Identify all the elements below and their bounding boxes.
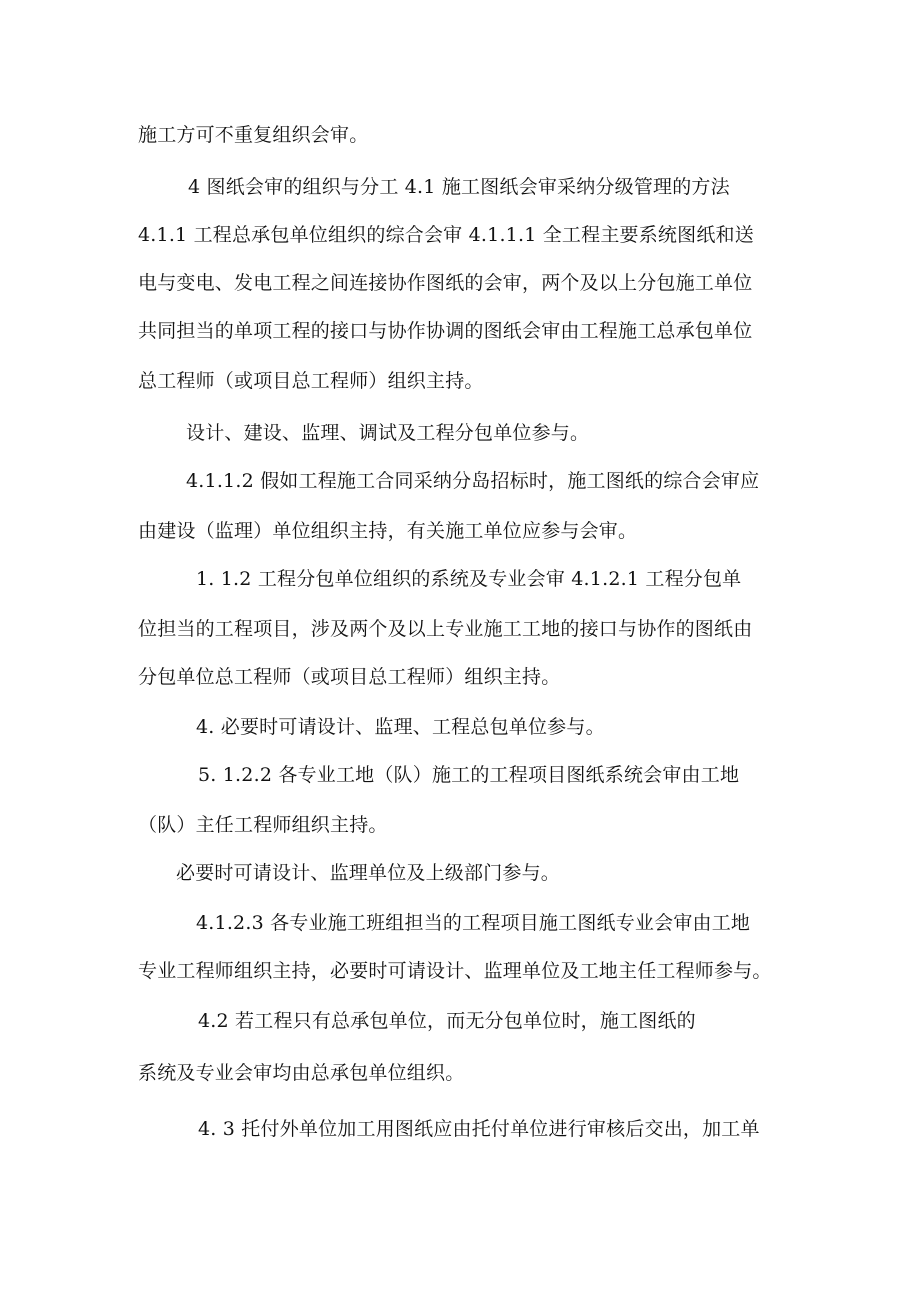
- text-line-16: 必要时可请设计、监理单位及上级部门参与。: [176, 862, 561, 884]
- text-line-9: 由建设（监理）单位组织主持，有关施工单位应参与会审。: [138, 520, 638, 542]
- text-line-13: 4. 必要时可请设计、监理、工程总包单位参与。: [196, 716, 605, 738]
- text-line-20: 系统及专业会审均由总承包单位组织。: [138, 1062, 465, 1084]
- text-line-21: 4. 3 托付外单位加工用图纸应由托付单位进行审核后交出，加工单: [198, 1118, 760, 1140]
- text-line-10: 1. 1.2 工程分包单位组织的系统及专业会审 4.1.2.1 工程分包单: [196, 568, 742, 590]
- text-line-11: 位担当的工程项目，涉及两个及以上专业施工工地的接口与协作的图纸由: [138, 618, 753, 640]
- text-line-2: 4 图纸会审的组织与分工 4.1 施工图纸会审采纳分级管理的方法: [188, 176, 730, 198]
- text-line-8: 4.1.1.2 假如工程施工合同采纳分岛招标时，施工图纸的综合会审应: [186, 470, 760, 492]
- text-line-7: 设计、建设、监理、调试及工程分包单位参与。: [186, 422, 590, 444]
- text-line-14: 5. 1.2.2 各专业工地（队）施工的工程项目图纸系统会审由工地: [198, 764, 740, 786]
- text-line-12: 分包单位总工程师（或项目总工程师）组织主持。: [138, 666, 561, 688]
- text-line-19: 4.2 若工程只有总承包单位，而无分包单位时，施工图纸的: [198, 1010, 696, 1032]
- text-line-4: 电与变电、发电工程之间连接协作图纸的会审，两个及以上分包施工单位: [138, 272, 753, 294]
- text-line-5: 共同担当的单项工程的接口与协作协调的图纸会审由工程施工总承包单位: [138, 320, 753, 342]
- text-line-1: 施工方可不重复组织会审。: [138, 124, 369, 146]
- text-line-3: 4.1.1 工程总承包单位组织的综合会审 4.1.1.1 全工程主要系统图纸和送: [138, 224, 754, 246]
- text-line-15: （队）主任工程师组织主持。: [138, 814, 388, 836]
- text-line-17: 4.1.2.3 各专业施工班组担当的工程项目施工图纸专业会审由工地: [196, 912, 751, 934]
- text-line-6: 总工程师（或项目总工程师）组织主持。: [138, 370, 484, 392]
- text-line-18: 专业工程师组织主持，必要时可请设计、监理单位及工地主任工程师参与。: [138, 960, 772, 982]
